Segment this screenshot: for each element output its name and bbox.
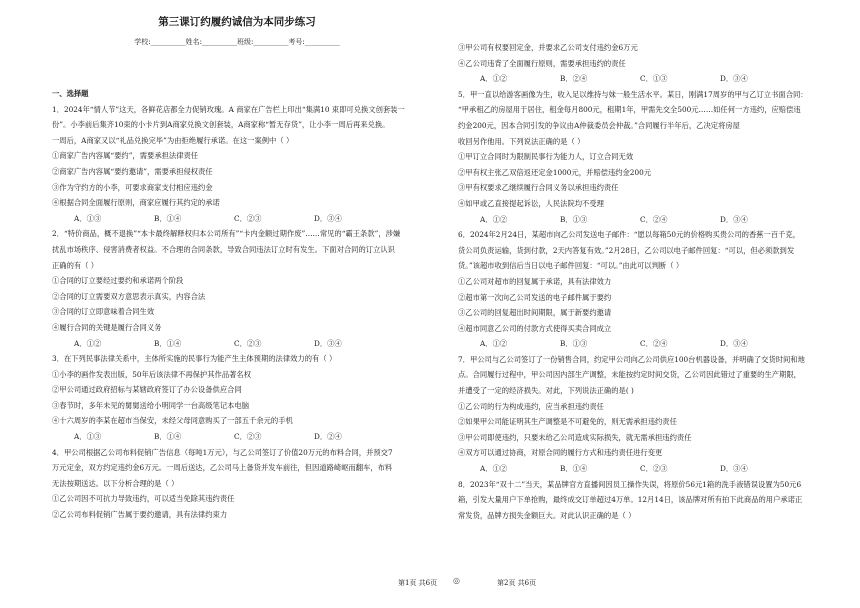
question-line: 5．甲一直以给游客画像为生，收入足以维持与妹一般生活水平。某日，刚满17周岁的甲与乙订立书面合同： (458, 89, 808, 99)
question-line: ①乙公司的行为构成违约，应当承担违约责任 (458, 401, 604, 411)
answer-option: D．③④ (314, 213, 342, 223)
answer-options (52, 336, 422, 352)
question-line: ①商家广告内容属“要约”，需要承担法律责任 (52, 151, 199, 161)
answer-option: A．①③ (74, 213, 102, 223)
question-line: ①乙公司对超市的回复属于承诺，具有法律效力 (458, 276, 612, 286)
answer-option: C．②③ (234, 338, 262, 348)
question-line: ①甲订立合同时为限制民事行为能力人，订立合同无效 (458, 152, 634, 162)
right-column (458, 40, 828, 523)
question-line: 常发货，品牌方损失金额巨大。对此认识正确的是（ ） (458, 510, 636, 520)
answer-option: A．①② (480, 464, 508, 474)
question-line: ④乙公司违背了全面履行原则，需要承担违约的责任 (458, 58, 626, 68)
answer-option: D．③④ (720, 214, 748, 224)
question-line: 点。合同履行过程中，甲公司因内部生产调整，未能按约定时间交货，乙公司因此错过了重要的生产期限， (458, 370, 801, 380)
answer-option: B．①④ (154, 432, 182, 442)
answer-option: A．①③ (74, 432, 102, 442)
section-title: 一、选择题 (52, 89, 89, 98)
answer-option: D．③④ (314, 338, 342, 348)
question-line: ④履行合同的关键是履行合同义务 (52, 322, 162, 332)
question-line: ①小李的画作发表出版，50年后该法律不再保护其作品著名权 (52, 369, 252, 379)
answer-options (52, 429, 422, 445)
question-line: 4．甲公司根据乙公司布料促销广告信息（每吨1万元），与乙公司签订了价值20万元的布料合同，并预交7 (52, 447, 393, 457)
question-line: “甲承租乙的房屋用于居住，租金每月800元，租期1年，甲需先交全500元……如任何一方违约，应赔偿违 (458, 105, 801, 115)
question-line: 无法按期送达。以下分析合理的是（ ） (52, 478, 179, 488)
question-line: 2．“特价商品，概不退换”“本卡最终解释权归本公司所有”“卡内金额过期作废”……常见的“霸王条款”，涉嫌 (52, 229, 401, 239)
answer-option: C．②③ (234, 432, 262, 442)
answer-option: B．①④ (560, 464, 588, 474)
answer-option: B．①④ (154, 338, 182, 348)
question-line: ②乙公司布料促销广告属于要约邀请，具有法律约束力 (52, 510, 228, 520)
question-line: ②甲公司通过政府招标与某辖政府签订了办公设备供应合同 (52, 385, 242, 395)
answer-option: D．②④ (314, 432, 342, 442)
question-line: ④超市同意乙公司的付款方式使得买卖合同成立 (458, 323, 612, 333)
question-line: 并遭受了一定的经济损失。对此，下列说法正确的是( ) (458, 386, 634, 396)
question-line: 万元定金，双方约定违约金6万元。一周后送达，乙公司马上备货并发车前往，但因道路崎岖而翻车，布料 (52, 463, 393, 473)
answer-option: C．①③ (640, 74, 668, 84)
question-line: ③合同的订立即意味着合同生效 (52, 307, 155, 317)
question-line: ③乙公司的回复超出时间期限，属于新要约邀请 (458, 308, 612, 318)
question-line: ④十六周岁的李某在超市当保安，未经父母同意购买了一部五千余元的手机 (52, 416, 293, 426)
answer-options (458, 336, 828, 352)
question-line: ②甲有权主张乙双倍返还定金1000元，并赔偿违约金200元 (458, 167, 652, 177)
question-line: 货公司负责运输，货到付款，2天内答复有效。”2月28日，乙公司以电子邮件回复：“可以，但必须款到发 (458, 245, 795, 255)
answer-options (458, 71, 828, 87)
student-info-line: 学校:__________姓名:__________班级:__________考号:__________ (134, 38, 340, 46)
question-line: 正确的有（ ） (52, 260, 99, 270)
right-question-lines (458, 40, 828, 523)
question-line: 7．甲公司与乙公司签订了一份销售合同，约定甲公司向乙公司供应100台机器设备，并明确了交货时间和地 (458, 354, 805, 364)
answer-option: A．①② (480, 339, 508, 349)
answer-option: C．②④ (640, 339, 668, 349)
question-line: 3．在下列民事法律关系中，主体所实施的民事行为能产生主体预期的法律效力的有（ ） (52, 354, 337, 364)
answer-option: A．①② (480, 214, 508, 224)
answer-option: A．①② (74, 338, 102, 348)
question-line: ①合同的订立要经过要约和承诺两个阶段 (52, 276, 184, 286)
question-line: ④根据合同全面履行原则，商家应履行其约定的承诺 (52, 198, 220, 208)
answer-option: B．①③ (560, 339, 588, 349)
left-column (52, 86, 422, 523)
answer-option: B．①④ (154, 213, 182, 223)
question-line: ③甲公司有权要回定金，并要求乙公司支付违约金6万元 (458, 43, 638, 52)
question-line: 货。”该超市收到信后当日以电子邮件回复：“可以。”由此可以判断（ ） (458, 261, 684, 271)
answer-option: C．②④ (640, 214, 668, 224)
question-line: 扰乱市场秩序、侵害消费者权益。不合理的合同条款，导致合同违法订立时有发生。下面对合同的订立认识 (52, 244, 395, 254)
question-line: ③甲公司即使违约，只要未给乙公司造成实际损失，就无需承担违约责任 (458, 432, 692, 442)
answer-options (52, 211, 422, 227)
page-title: 第三课订约履约诚信为本同步练习 (158, 16, 316, 28)
question-line: ②合同的订立需要双方意思表示真实，内容合法 (52, 291, 206, 301)
page-number-left: 第1页 共6页 (398, 579, 438, 587)
answer-options (458, 461, 828, 477)
binding-mark-icon: ◎ (453, 576, 460, 585)
question-line: 箱，引发大量用户下单抢购，最终成交订单超过4万单。12月14日，该品牌对所有拍下此商品的用户承诺正 (458, 495, 803, 505)
question-line: 收回另作他用。下列说法正确的是（ ） (458, 136, 585, 146)
left-question-lines (52, 102, 422, 523)
page-number-right: 第2页 共6页 (497, 579, 537, 587)
answer-option: D．③④ (720, 464, 748, 474)
question-line: ①乙公司因不可抗力导致违约，可以适当免除其违约责任 (52, 494, 235, 504)
question-line: 8．2023年“双十二”当天，某品牌官方直播间因员工操作失误，将原价56元1箱的洗手液错误设置为50元6 (458, 479, 802, 489)
answer-option: C．②③ (640, 464, 668, 474)
answer-option: B．②④ (560, 74, 588, 84)
answer-option: B．①③ (560, 214, 588, 224)
answer-option: D．③④ (720, 74, 748, 84)
answer-option: D．③④ (720, 339, 748, 349)
question-line: ④如甲或乙直接提起诉讼，人民法院均不受理 (458, 198, 604, 208)
answer-option: A．①② (480, 74, 508, 84)
question-line: ②商家广告内容属“要约邀请”，需要承担侵权责任 (52, 166, 213, 176)
question-line: ④双方可以通过协商，对原合同的履行方式和违约责任进行变更 (458, 448, 663, 458)
question-line: 1．2024年“情人节”这天，各鲜花店都全力促销玫瑰。A 商家在广告栏上印出“集满10 束即可兑换文创套装一 (52, 104, 405, 114)
answer-option: C．②③ (234, 213, 262, 223)
question-line: ②如果甲公司能证明其生产调整是不可避免的，则无需承担违约责任 (458, 417, 677, 427)
question-line: 一周后，A商家又以“礼品兑换完毕”为由拒绝履行承诺。在这一案例中（ ） (52, 135, 294, 145)
question-line: ③作为守约方的小李，可要求商家支付相应违约金 (52, 182, 213, 192)
answer-options (458, 212, 828, 228)
question-line: ②超市第一次向乙公司发送的电子邮件属于要约 (458, 292, 612, 302)
question-line: ③甲有权要求乙继续履行合同义务以承担违约责任 (458, 183, 619, 193)
question-line: ③春节时，多年未见的舅舅送给小明同学一台高级笔记本电脑 (52, 400, 250, 410)
question-line: 份”。小李前后集齐10束的小卡片到A商家兑换文创套装，A商家称“暂无存货”，让小李一周后再来兑换。 (52, 120, 390, 130)
question-line: 约金200元，因本合同引发的争议由A仲裁委员会仲裁。”合同履行半年后，乙决定将房屋 (458, 120, 740, 130)
question-line: 6．2024年2月24日，某超市向乙公司发送电子邮件：“愿以每箱50元的价格购买贵公司的香蕉一百千克， (458, 230, 801, 240)
